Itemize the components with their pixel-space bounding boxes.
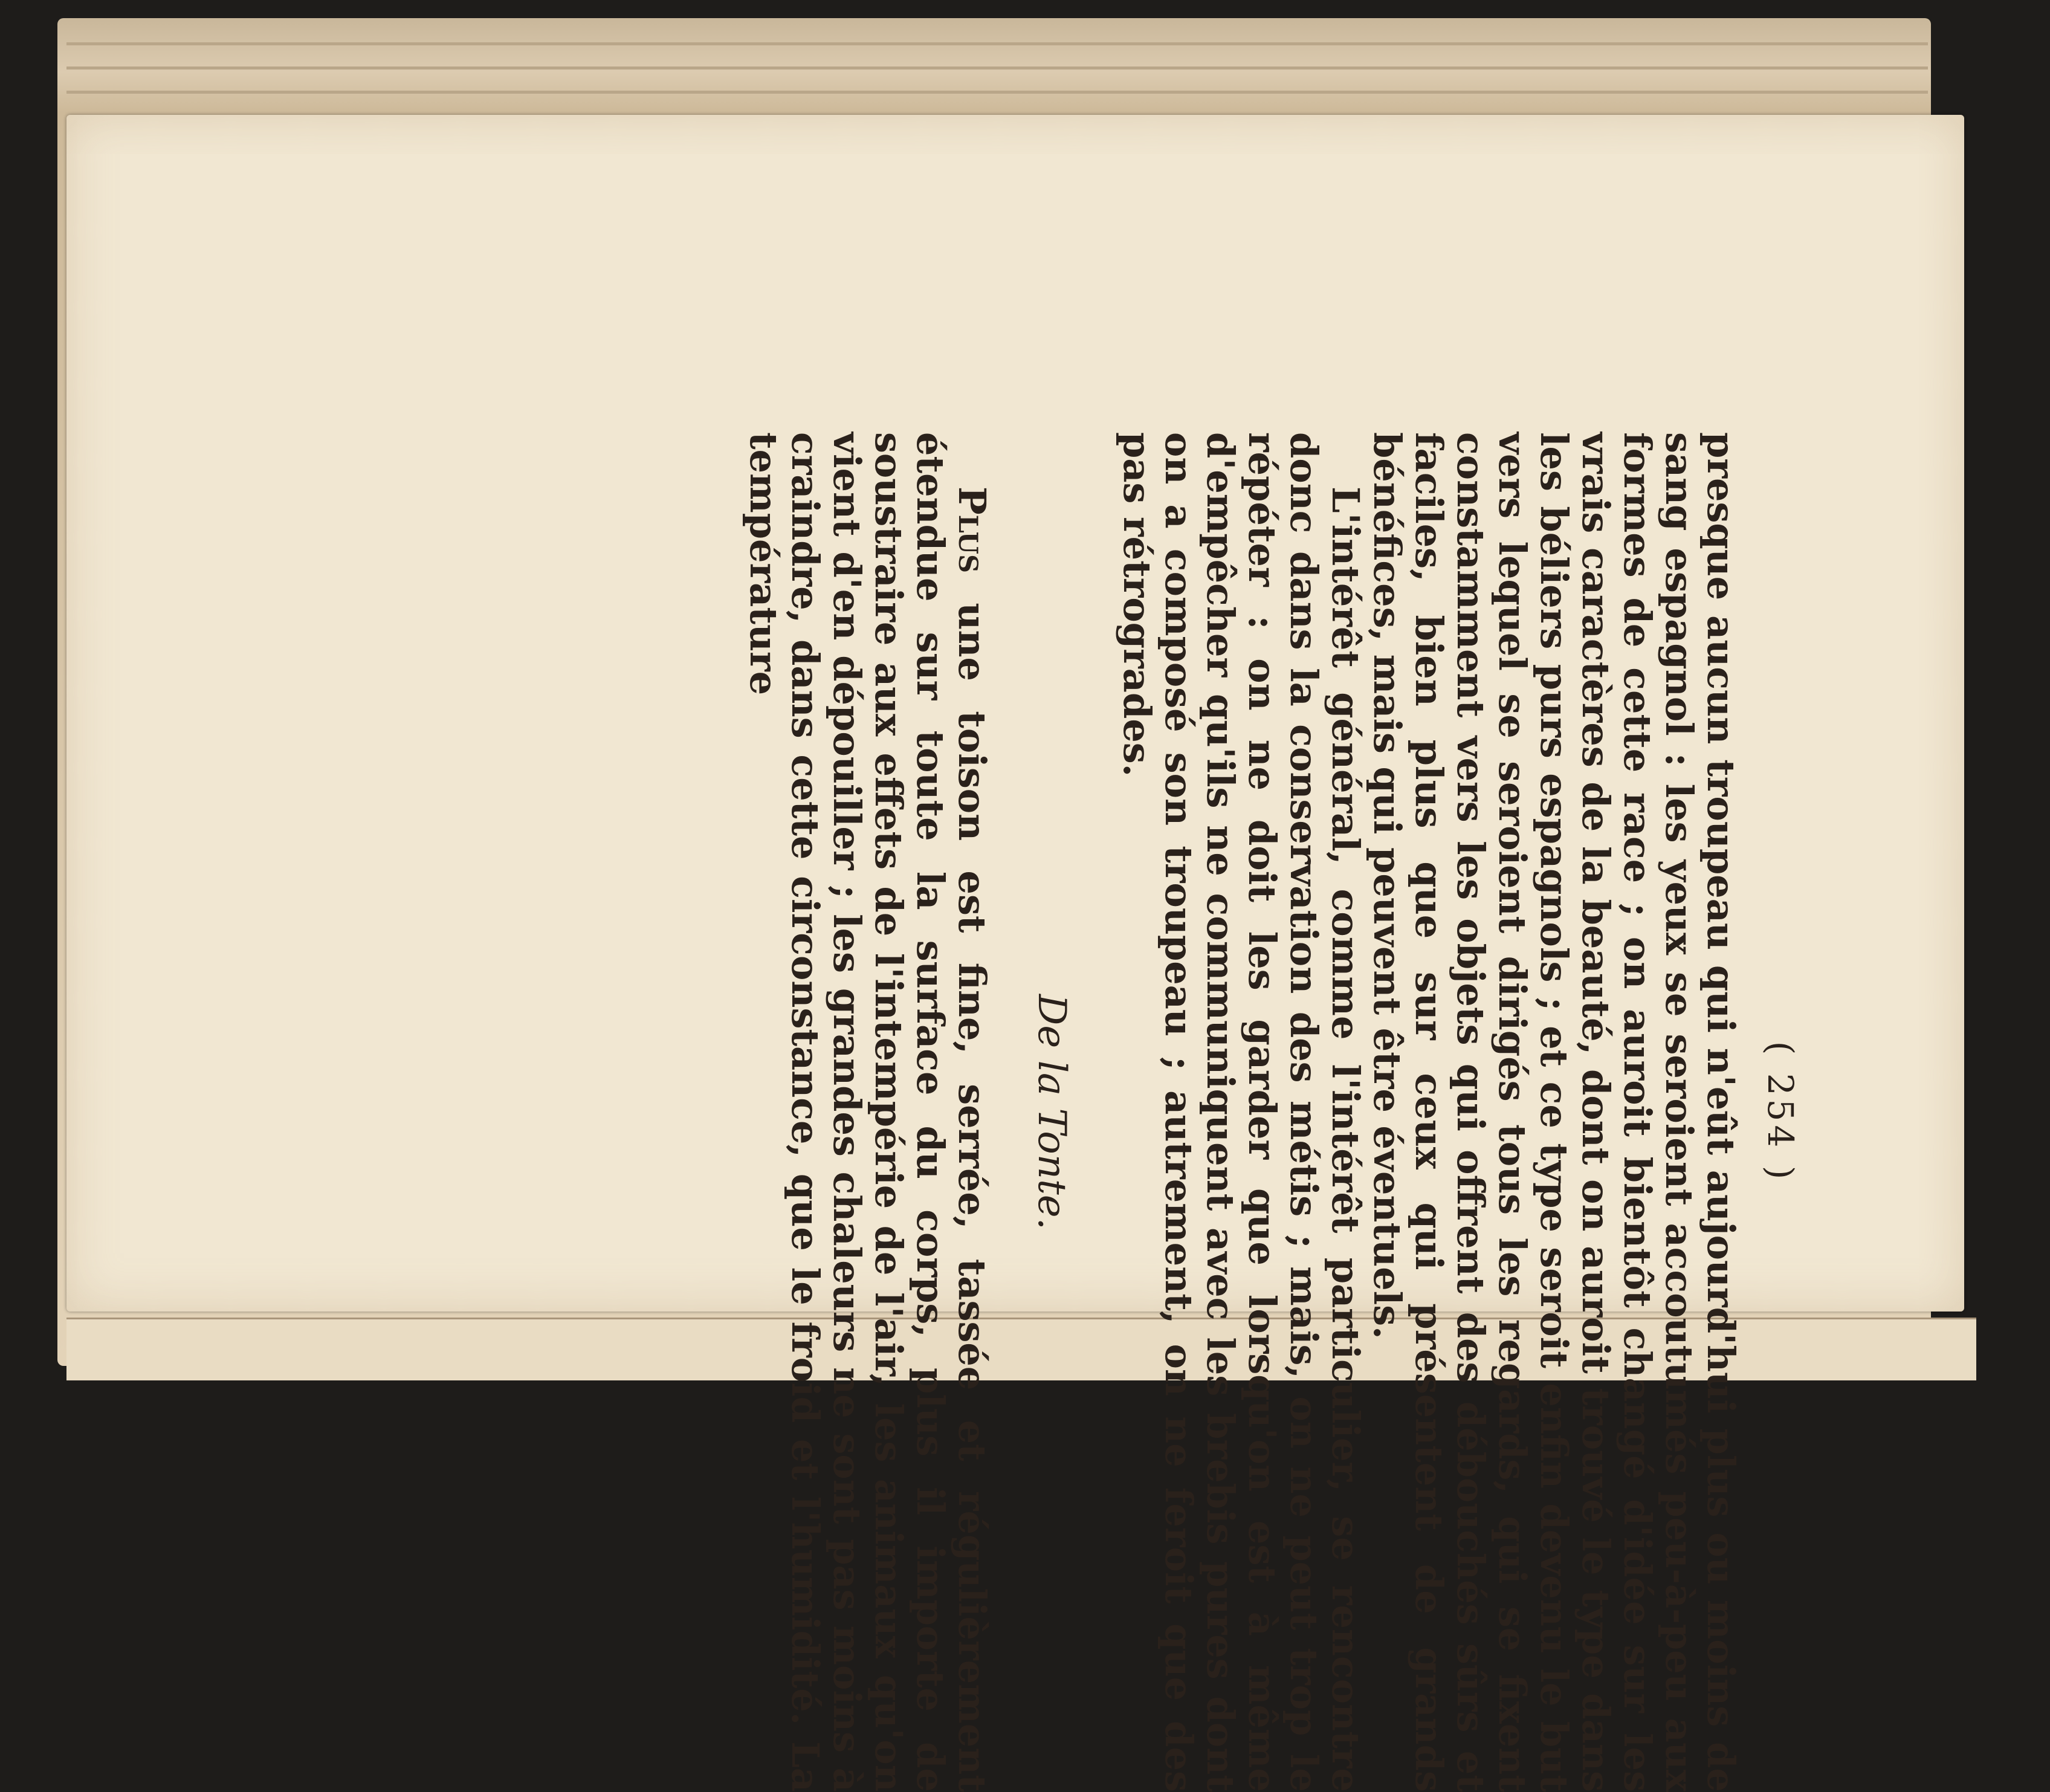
- page-edge-line: [66, 91, 1928, 94]
- page-number: ( 254 ): [1760, 1041, 1801, 1183]
- paragraph-3-text: une toison est fine, serrée, tassée et régulièrement étendue sur toute la surface du corps, plus il importe de soustraire aux effets de l'intempérie de l'air, les animaux qu'on vient d'en dépouiller ; les grandes chaleurs ne sont pas moins à craindre, dans cette circonstance, que le froid et l'humidité. La température: [742, 432, 994, 1792]
- paragraph-3: [743, 432, 993, 1792]
- section-title: De la Tonte.: [1029, 994, 1074, 1230]
- paragraph-2: L'intérêt général, comme l'intérêt particulier, se rencontre donc dans la conservation des métis ; mais, on ne peut trop le répéter : on ne doit les garder que lorsqu'on est à même d'empêcher qu'ils ne communiquent avec les brebis pures dont on a composé son troupeau ; autrement, on ne feroit que des pas rétrogrades.: [1115, 432, 1368, 1792]
- page-text-block: [429, 432, 1801, 1792]
- paragraph-1: presque aucun troupeau qui n'eût aujourd'hui plus ou moins de sang espagnol : les yeux se seroient accoutumés peu-à-peu aux formes de cette race ; on auroit bientôt changé d'idée sur les vrais caractères de la beauté, dont on auroit trouvé le type dans les béliers purs espagnols ; et ce type seroit enfin devenu le but vers lequel se seroient dirigés tous les regards, qui se fixent constamment vers les objets qui offrent des débouchés sûrs et faciles, bien plus que sur ceux qui présentent de grands bénéfices, mais qui peuvent être éventuels.: [1365, 432, 1743, 1792]
- page-edge-line: [66, 42, 1928, 45]
- drop-word: Plus: [950, 487, 994, 574]
- page-edge-line: [66, 66, 1928, 70]
